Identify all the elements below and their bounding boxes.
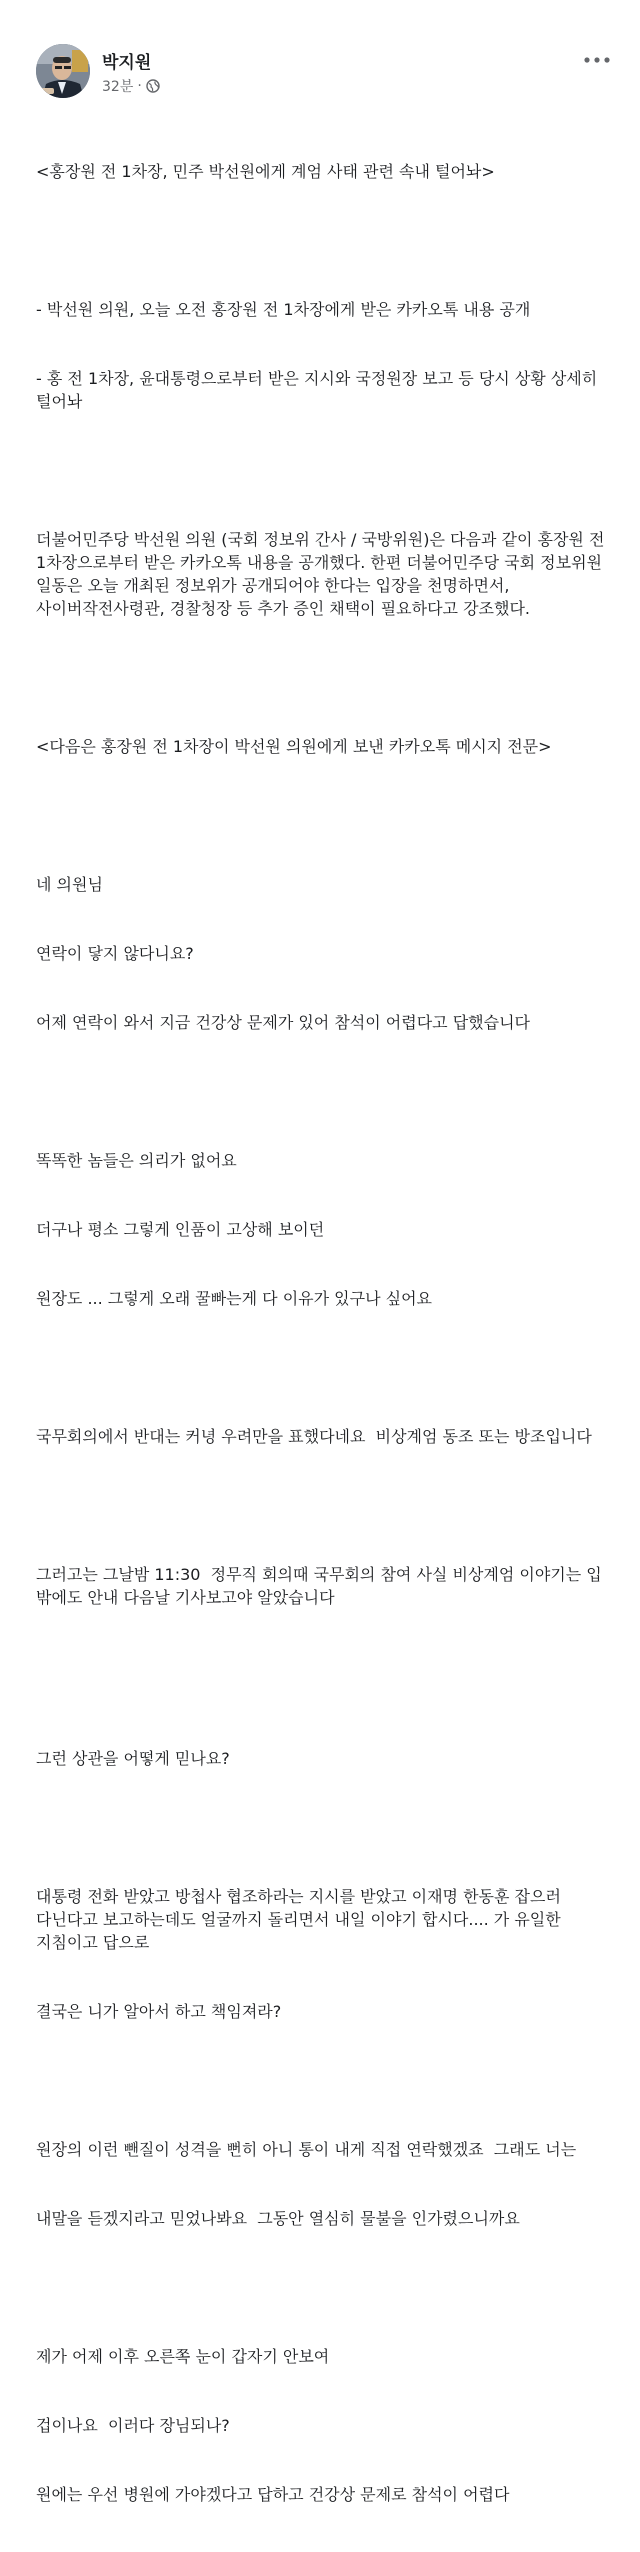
message-intro: <다음은 홍장원 전 1차장이 박선원 의원에게 보낸 카카오톡 메시지 전문> <box>36 737 552 756</box>
author-avatar[interactable] <box>36 44 90 98</box>
message-line: 원장도 ... 그렇게 오래 꿀빠는게 다 이유가 있구나 싶어요 <box>36 1289 432 1308</box>
summary-line-1: - 박선원 의원, 오늘 오전 홍장원 전 1차장에게 받은 카카오톡 내용 공개 <box>36 300 531 319</box>
post-header <box>36 44 616 104</box>
post-body <box>36 114 608 2552</box>
post-headline: <홍장원 전 1차장, 민주 박선원에게 계엄 사태 관련 속내 털어놔> <box>36 162 495 181</box>
post-meta <box>102 76 160 96</box>
message-line: 똑똑한 놈들은 의리가 없어요 <box>36 1151 237 1170</box>
message-line: 원에는 우선 병원에 가야겠다고 답하고 건강상 문제로 참석이 어렵다 <box>36 2485 510 2504</box>
globe-icon[interactable] <box>146 79 160 93</box>
article-paragraph: 더불어민주당 박선원 의원 (국회 정보위 간사 / 국방위원)은 다음과 같이 홍장원 전 1차장으로부터 받은 카카오톡 내용을 공개했다. 한편 더불어민주당 국회 정보위원 일동은 오늘 개최된 정보위가 공개되어야 한다는 입장을 천명하면서, 사이버작전사령관, 경찰청장 등 추가 증인 채택이 필요하다고 강조했다. <box>36 530 610 618</box>
profile-photo <box>36 44 90 98</box>
message-line: 연락이 닿지 않다니요? <box>36 944 194 963</box>
more-options-icon[interactable] <box>582 52 612 68</box>
message-line: 어제 연락이 와서 지금 건강상 문제가 있어 참석이 어렵다고 답했습니다 <box>36 1013 530 1032</box>
message-line: 원장의 이런 뺀질이 성격을 뻔히 아니 통이 내게 직접 연락했겠죠 그래도 너는 <box>36 2140 577 2159</box>
author-name[interactable]: 박지원 <box>102 53 152 73</box>
message-line: 제가 어제 이후 오른쪽 눈이 갑자기 안보여 <box>36 2347 330 2366</box>
message-line: 내말을 듣겠지라고 믿었나봐요 그동안 열심히 물불을 인가렸으니까요 <box>36 2209 520 2228</box>
message-line: 국무회의에서 반대는 커녕 우려만을 표했다네요 비상계엄 동조 또는 방조입니다 <box>36 1427 592 1446</box>
message-line: 네 의원님 <box>36 875 103 894</box>
message-line: 겁이나요 이러다 장님되나? <box>36 2416 230 2435</box>
message-line: 대통령 전화 받았고 방첩사 협조하라는 지시를 받았고 이재명 한동훈 잡으러 다닌다고 보고하는데도 얼굴까지 돌리면서 내일 이야기 합시다.... 가 유일한 지침이고 답으로 <box>36 1887 567 1952</box>
post-time[interactable]: 32분 <box>102 79 134 95</box>
message-line: 결국은 니가 알아서 하고 책임져라? <box>36 2002 282 2021</box>
message-line: 그러고는 그날밤 11:30 정무직 회의때 국무회의 참여 사실 비상계엄 이야기는 입 밖에도 안내 다음날 기사보고야 알았습니다 <box>36 1565 607 1607</box>
message-line: 그런 상관을 어떻게 믿나요? <box>36 1749 230 1768</box>
summary-line-2: - 홍 전 1차장, 윤대통령으로부터 받은 지시와 국정원장 보고 등 당시 상황 상세히 털어놔 <box>36 369 603 411</box>
meta-separator: · <box>137 78 142 94</box>
message-line: 더구나 평소 그렇게 인품이 고상해 보이던 <box>36 1220 325 1239</box>
